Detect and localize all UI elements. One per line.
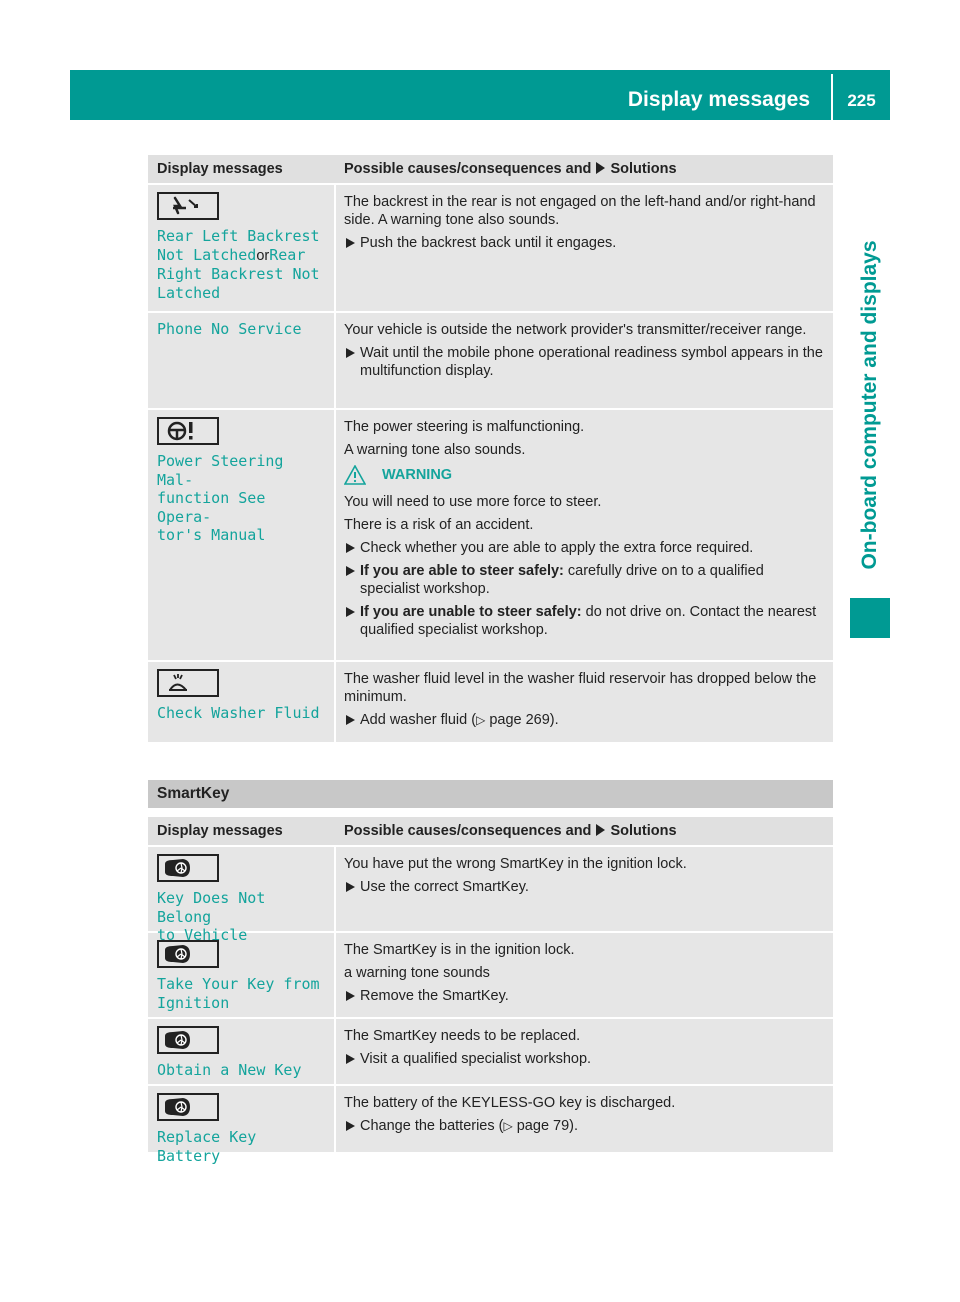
page-number: 225	[847, 91, 876, 110]
table-header-row	[148, 817, 833, 847]
solutions-arrow-icon	[596, 162, 605, 174]
display-message: Rear Left Backrest Not LatchedorRear Right Backrest Not Latched	[157, 227, 320, 302]
cause-text: A warning tone also sounds.	[344, 442, 526, 458]
table-row	[148, 662, 833, 744]
cause-text: The battery of the KEYLESS-GO key is discharged.	[344, 1095, 676, 1111]
table-row	[148, 313, 833, 410]
smartkey-icon	[157, 940, 219, 968]
cause-text: The washer fluid level in the washer fluid reservoir has dropped below the minimum.	[344, 671, 817, 705]
display-message: Key Does Not Belong to Vehicle	[157, 889, 266, 944]
display-message: Phone No Service	[157, 320, 302, 338]
solution-step: Add washer fluid (▷ page 269).	[344, 711, 827, 729]
section-title: SmartKey	[148, 780, 833, 808]
col-header-causes: Possible causes/consequences and Solutions	[344, 161, 677, 177]
display-message: Take Your Key from Ignition	[157, 975, 320, 1012]
side-marker	[850, 598, 890, 638]
warning-text: There is a risk of an accident.	[344, 517, 534, 533]
display-message: Check Washer Fluid	[157, 704, 320, 722]
table-row	[148, 185, 833, 313]
table-row	[148, 1086, 833, 1165]
display-message: Power Steering Mal‐ function See Opera‐ tor's Manual	[157, 452, 284, 544]
solution-step: Wait until the mobile phone operational readiness symbol appears in the multifunction display.	[344, 344, 827, 380]
cause-text: The power steering is malfunctioning.	[344, 419, 585, 435]
table-row	[148, 933, 833, 1019]
display-message: Obtain a New Key	[157, 1061, 302, 1079]
table-row	[148, 1019, 833, 1086]
solutions-arrow-icon	[596, 824, 605, 836]
smartkey-icon	[157, 854, 219, 882]
steering-wheel-warning-icon	[157, 417, 219, 445]
solution-step: If you are able to steer safely: carefully drive on to a qualified specialist workshop.	[344, 562, 827, 598]
smartkey-messages-table	[148, 817, 833, 1165]
solution-step: Visit a qualified specialist workshop.	[344, 1050, 827, 1068]
display-message: Replace Key Battery	[157, 1128, 266, 1165]
cause-text: Your vehicle is outside the network provider's transmitter/receiver range.	[344, 322, 807, 338]
solution-step: If you are unable to steer safely: do not drive on. Contact the nearest qualified specialist workshop.	[344, 603, 827, 639]
cause-text: The backrest in the rear is not engaged on the left-hand and/or right-hand side. A warning tone also sounds.	[344, 194, 816, 228]
solution-step: Check whether you are able to apply the extra force required.	[344, 539, 827, 557]
page-reference-icon: ▷	[503, 1119, 513, 1133]
side-chapter-tab	[850, 215, 890, 595]
table-row	[148, 847, 833, 944]
cause-text: The SmartKey is in the ignition lock.	[344, 942, 575, 958]
solution-step: Push the backrest back until it engages.	[344, 234, 827, 252]
solution-step: Change the batteries (▷ page 79).	[344, 1117, 827, 1135]
smartkey-icon	[157, 1093, 219, 1121]
chapter-title: Display messages	[627, 88, 810, 111]
solution-step: Use the correct SmartKey.	[344, 878, 827, 896]
cause-text: You have put the wrong SmartKey in the ignition lock.	[344, 856, 687, 872]
col-header-messages: Display messages	[157, 823, 283, 839]
col-header-messages: Display messages	[157, 161, 283, 177]
table-row	[148, 410, 833, 662]
table-header-row	[148, 155, 833, 185]
cause-text: The SmartKey needs to be replaced.	[344, 1028, 581, 1044]
col-header-causes: Possible causes/consequences and Solutions	[344, 823, 677, 839]
solution-step: Remove the SmartKey.	[344, 987, 827, 1005]
page-reference-icon: ▷	[476, 713, 486, 727]
seat-backrest-icon	[157, 192, 219, 220]
cause-text: a warning tone sounds	[344, 965, 490, 981]
display-messages-table	[148, 155, 833, 744]
warning-triangle-icon	[344, 465, 366, 485]
warning-heading: WARNING	[344, 465, 827, 485]
warning-text: You will need to use more force to steer.	[344, 494, 602, 510]
washer-fluid-icon	[157, 669, 219, 697]
page-header	[70, 70, 890, 120]
smartkey-icon	[157, 1026, 219, 1054]
side-chapter-label: On-board computer and displays	[858, 240, 881, 570]
